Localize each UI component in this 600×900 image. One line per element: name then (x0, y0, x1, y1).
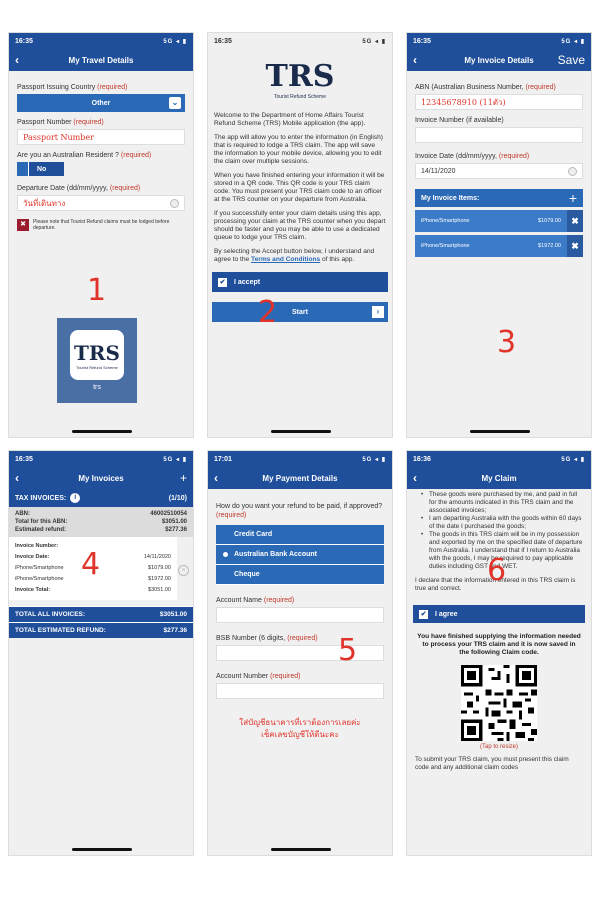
back-icon[interactable]: ‹ (15, 471, 19, 485)
accept-checkbox[interactable]: ✔ I accept (212, 272, 388, 292)
app-caption: trs (93, 384, 101, 391)
status-bar (407, 451, 591, 467)
nav-bar (407, 49, 591, 71)
account-number-label: Account Number (required) (216, 673, 301, 680)
status-time: 16:35 (214, 37, 232, 45)
bsb-input[interactable] (216, 645, 384, 661)
trs-logo: TRS Tourist Refund Scheme (70, 330, 124, 380)
status-indicators: 5G ◂ ▮ (561, 38, 585, 45)
home-indicator (72, 430, 132, 433)
processing-text: If you successfully enter your claim details using this app, processing your claim at the TRS counter when you depart should be faster and you may be able to use a dedicated queue to lodge your TRS claim. (214, 210, 386, 241)
screen-invoice-details (406, 32, 592, 438)
nav-bar (208, 467, 392, 489)
save-button[interactable]: Save (557, 53, 585, 67)
account-number-input[interactable] (216, 683, 384, 699)
qr-info-text: When you have finished entering your information it will be stored in a QR code. This QR code is your TRS claim code. You must present your TRS claim code to an officer at the TRS counter on your departure from Australia. (214, 172, 385, 203)
terms-link[interactable]: Terms and Conditions (251, 256, 321, 263)
status-indicators: 5G ◂ ▮ (163, 456, 187, 463)
nav-bar (9, 467, 193, 489)
tax-invoices-header: TAX INVOICES: i (1/10) (9, 489, 193, 507)
warning-icon: ✖ (17, 219, 29, 231)
passport-country-select[interactable]: Other ⌄ (17, 94, 185, 112)
step-number: 5 (338, 633, 358, 668)
nav-bar (407, 467, 591, 489)
invoice-items-header: My Invoice Items: + (415, 189, 583, 207)
account-name-label: Account Name (required) (216, 597, 295, 604)
status-time: 17:01 (214, 455, 232, 463)
option-credit-card[interactable]: Credit Card (216, 525, 384, 545)
status-bar (208, 451, 392, 467)
status-indicators: 5G ◂ ▮ (163, 38, 187, 45)
invoice-number-label: Invoice Number (if available) (415, 117, 504, 124)
step-number: 3 (497, 325, 517, 360)
page-title: My Invoice Details (464, 55, 534, 65)
status-indicators: 5G ◂ ▮ (362, 38, 386, 45)
status-bar (9, 451, 193, 467)
calendar-icon (568, 167, 577, 176)
invoice-date-label: Invoice Date (dd/mm/yyyy, (required) (415, 153, 530, 160)
page-title: My Claim (481, 473, 517, 483)
status-bar (208, 33, 392, 49)
list-item[interactable]: iPhone/Smartphone $1972.00 ✖ (415, 235, 583, 257)
page-title: My Invoices (78, 473, 124, 483)
info-icon[interactable]: i (70, 493, 80, 503)
handwritten-note: ใส่บัญชีธนาคารที่เราต้องการเลยค่ะ เช็คเลขบัญชีให้ดีนะคะ (239, 718, 361, 739)
list-item[interactable]: iPhone/Smartphone $1079.00 ✖ (415, 210, 583, 232)
status-bar (9, 33, 193, 49)
trs-logo: TRS Tourist Refund Scheme (265, 59, 335, 100)
declaration-bullet: • These goods were purchased by me, and paid in full for the amounts indicated in this TRS claim and the associated invoices; (407, 491, 591, 515)
bsb-label: BSB Number (6 digits, (required) (216, 635, 318, 642)
info-text: The app will allow you to enter the information (in English) that is required to lodge a TRS claim. The app will save the information to your mobile device, allowing you to edit the claim over multiple sessions. (214, 134, 383, 165)
status-indicators: 5G ◂ ▮ (362, 456, 386, 463)
account-name-input[interactable] (216, 607, 384, 623)
tap-to-resize-label[interactable]: (Tap to resize) (479, 744, 518, 750)
step-number: 6 (487, 553, 507, 588)
chevron-right-icon: › (372, 306, 384, 318)
warning-note: ✖ Please note that Tourist Refund claims must be lodged before departure. (17, 219, 185, 231)
status-time: 16:35 (413, 37, 431, 45)
invoice-date-input[interactable]: 14/11/2020 (415, 163, 583, 179)
add-icon[interactable]: + (179, 471, 187, 485)
back-icon[interactable]: ‹ (15, 53, 19, 67)
page-title: My Travel Details (68, 55, 134, 65)
invoice-number-input[interactable] (415, 127, 583, 143)
status-bar (407, 33, 591, 49)
passport-number-input[interactable]: Passport Number (17, 129, 185, 145)
passport-country-label: Passport Issuing Country (required) (17, 84, 128, 91)
checkmark-icon: ✔ (219, 278, 226, 286)
declaration-text: I declare that the information entered in this TRS claim is true and correct. (415, 577, 576, 592)
screen-my-claim (406, 450, 592, 856)
invoice-card[interactable]: Invoice Number: Invoice Date: 14/11/2020 iPhone/Smartphone $1079.00 iPhone/Smartphone $1972.00 Invoice Total: $3051.00 (9, 537, 177, 600)
screen-welcome (207, 32, 393, 438)
calendar-icon (170, 199, 179, 208)
claim-qr-code[interactable] (461, 665, 537, 741)
delete-icon[interactable]: ✖ (567, 235, 583, 257)
declaration-bullet: • I am departing Australia with the goods within 60 days of the date I purchased the goods; (407, 515, 591, 531)
checkmark-icon: ✔ (420, 610, 427, 618)
radio-selected-icon (223, 552, 228, 557)
submit-instructions: To submit your TRS claim, you must present this claim code and any additional claim codes (415, 756, 569, 771)
nav-bar (9, 49, 193, 71)
option-cheque[interactable]: Cheque (216, 565, 384, 585)
option-bank-account[interactable]: Australian Bank Account (216, 545, 384, 565)
claim-finished-text: You have finished supplying the information needed to process your TRS claim and it is now saved in the following Claim code. (417, 633, 581, 656)
declaration-bullet: • The goods in this TRS claim will be in my possession and exported by me on the specified date of departure from Australia. I understand that if I return to Australia with the goods, I may be required to pay applicable duties including GST and WET. (407, 531, 591, 571)
passport-number-label: Passport Number (required) (17, 119, 104, 126)
status-time: 16:35 (15, 37, 33, 45)
home-indicator (271, 848, 331, 851)
home-indicator (72, 848, 132, 851)
page-title: My Payment Details (262, 473, 338, 483)
add-item-icon[interactable]: + (568, 190, 577, 206)
abn-summary: ABN: 46002510054 Total for this ABN: $3051.00 Estimated refund: $277.36 (9, 507, 193, 537)
step-number: 4 (81, 547, 101, 582)
screen-travel-details (8, 32, 194, 438)
back-icon[interactable]: ‹ (413, 471, 417, 485)
start-button[interactable]: Start › (212, 302, 388, 322)
screen-my-invoices (8, 450, 194, 856)
total-all-invoices: TOTAL ALL INVOICES: $3051.00 (9, 606, 193, 622)
trs-app-icon (57, 318, 137, 403)
step-number: 2 (258, 295, 278, 330)
back-icon[interactable]: ‹ (413, 53, 417, 67)
status-indicators: 5G ◂ ▮ (561, 456, 585, 463)
abn-input[interactable]: 12345678910 (11ตัว) (415, 94, 583, 110)
departure-label: Departure Date (dd/mm/yyyy, (required) (17, 185, 141, 192)
welcome-text: Welcome to the Department of Home Affairs Tourist Refund Scheme (TRS) Mobile application (the app). (214, 112, 366, 127)
delete-invoice-icon[interactable]: × (178, 565, 189, 576)
delete-icon[interactable]: ✖ (567, 210, 583, 232)
status-time: 16:35 (15, 455, 33, 463)
home-indicator (271, 430, 331, 433)
back-icon[interactable]: ‹ (214, 471, 218, 485)
abn-label: ABN (Australian Business Number, (required) (415, 84, 556, 91)
agree-checkbox[interactable]: ✔ I agree (413, 605, 585, 623)
resident-toggle[interactable]: No (17, 162, 64, 176)
total-estimated-refund: TOTAL ESTIMATED REFUND: $277.36 (9, 622, 193, 638)
chevron-down-icon: ⌄ (169, 97, 181, 109)
step-number: 1 (87, 273, 107, 308)
home-indicator (470, 430, 530, 433)
refund-question: How do you want your refund to be paid, if approved? (required) (216, 503, 383, 519)
resident-label: Are you an Australian Resident ? (required) (17, 152, 152, 159)
status-time: 16:36 (413, 455, 431, 463)
departure-date-input[interactable]: วันที่เดินทาง (17, 195, 185, 211)
terms-text: By selecting the Accept button below, I understand and agree to the Terms and Conditions of this app. (214, 248, 375, 263)
screen-payment-details (207, 450, 393, 856)
